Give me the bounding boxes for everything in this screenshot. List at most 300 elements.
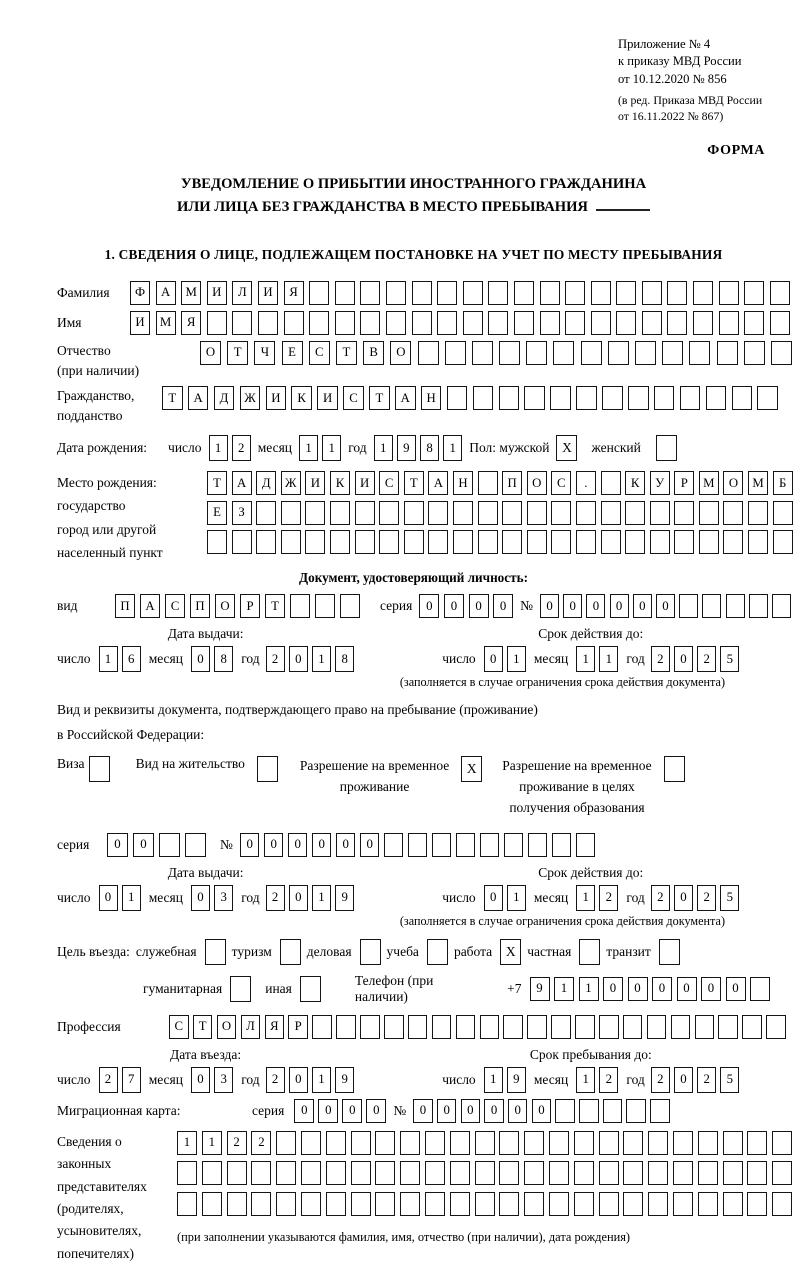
profession-cell[interactable] [527, 1015, 547, 1039]
representatives-cell[interactable] [400, 1161, 420, 1185]
birth-place-cell[interactable] [404, 530, 424, 554]
residence-series-cell[interactable]: 0 [133, 833, 154, 857]
profession-cell[interactable] [551, 1015, 571, 1039]
doc-number-cell[interactable]: 0 [610, 594, 629, 618]
representatives-cell[interactable] [400, 1192, 420, 1216]
birth-place-cell[interactable]: А [232, 471, 252, 495]
doc-number-cell[interactable] [772, 594, 791, 618]
birth-place-cell[interactable] [379, 501, 399, 525]
representatives-cell[interactable] [499, 1131, 519, 1155]
surname-cell[interactable] [770, 281, 790, 305]
entry-year-cell[interactable]: 1 [312, 1067, 331, 1093]
given-name-cell[interactable] [207, 311, 227, 335]
purpose-humanitarian-checkbox[interactable] [230, 976, 251, 1002]
profession-cell[interactable] [384, 1015, 404, 1039]
expiry-month-cell[interactable]: 1 [576, 885, 595, 911]
birth-place-cell[interactable] [379, 530, 399, 554]
migration-number-cell[interactable] [555, 1099, 575, 1123]
birth-place-cell[interactable] [355, 530, 375, 554]
residence-number-cell[interactable]: 0 [288, 833, 308, 857]
surname-cell[interactable]: И [207, 281, 227, 305]
migration-number-cell[interactable] [603, 1099, 623, 1123]
patronymic-cell[interactable] [635, 341, 656, 365]
phone-digit-cell[interactable]: 9 [530, 977, 550, 1001]
birth-place-cell[interactable] [428, 530, 448, 554]
surname-cell[interactable]: А [156, 281, 176, 305]
given-name-cell[interactable] [488, 311, 508, 335]
stay-day-cell[interactable]: 1 [484, 1067, 503, 1093]
migration-number-cell[interactable]: 0 [437, 1099, 457, 1123]
patronymic-cell[interactable] [445, 341, 466, 365]
birth-place-cell[interactable] [551, 501, 571, 525]
birth-place-cell[interactable] [478, 501, 498, 525]
issue-year-cell[interactable]: 2 [266, 646, 285, 672]
migration-number-cell[interactable]: 0 [508, 1099, 528, 1123]
surname-cell[interactable] [642, 281, 662, 305]
patronymic-cell[interactable]: С [309, 341, 330, 365]
patronymic-cell[interactable]: Е [282, 341, 303, 365]
doc-number-cell[interactable] [749, 594, 768, 618]
purpose-business-checkbox[interactable] [360, 939, 381, 965]
issue-day-cell[interactable]: 6 [122, 646, 141, 672]
entry-day-cell[interactable]: 2 [99, 1067, 118, 1093]
representatives-cell[interactable] [177, 1161, 197, 1185]
residence-number-cell[interactable]: 0 [336, 833, 356, 857]
purpose-tourism-checkbox[interactable] [280, 939, 301, 965]
expiry-year-cell[interactable]: 2 [651, 885, 670, 911]
expiry-month-cell[interactable]: 1 [576, 646, 595, 672]
representatives-cell[interactable] [202, 1192, 222, 1216]
citizenship-cell[interactable]: А [188, 386, 209, 410]
migration-number-cell[interactable]: 0 [484, 1099, 504, 1123]
profession-cell[interactable]: Л [241, 1015, 261, 1039]
given-name-cell[interactable] [335, 311, 355, 335]
purpose-private-checkbox[interactable] [579, 939, 600, 965]
representatives-cell[interactable] [549, 1192, 569, 1216]
profession-cell[interactable] [599, 1015, 619, 1039]
given-name-cell[interactable] [437, 311, 457, 335]
residence-number-cell[interactable] [552, 833, 572, 857]
doc-series-cell[interactable]: 0 [469, 594, 489, 618]
representatives-cell[interactable] [475, 1192, 495, 1216]
birth-place-cell[interactable] [773, 530, 793, 554]
representatives-cell[interactable] [276, 1192, 296, 1216]
issue-day-cell[interactable]: 0 [99, 885, 118, 911]
citizenship-cell[interactable] [757, 386, 778, 410]
birth-year-cell[interactable]: 9 [397, 435, 416, 461]
patronymic-cell[interactable] [717, 341, 738, 365]
stay-year-cell[interactable]: 2 [697, 1067, 716, 1093]
stay-month-cell[interactable]: 1 [576, 1067, 595, 1093]
representatives-cell[interactable] [400, 1131, 420, 1155]
representatives-cell[interactable] [623, 1161, 643, 1185]
birth-place-cell[interactable]: К [625, 471, 645, 495]
birth-place-cell[interactable] [650, 530, 670, 554]
representatives-cell[interactable] [375, 1161, 395, 1185]
residence-series-cell[interactable] [159, 833, 180, 857]
citizenship-cell[interactable] [524, 386, 545, 410]
representatives-cell[interactable]: 1 [202, 1131, 222, 1155]
profession-cell[interactable] [647, 1015, 667, 1039]
surname-cell[interactable] [437, 281, 457, 305]
patronymic-cell[interactable] [689, 341, 710, 365]
representatives-cell[interactable] [599, 1131, 619, 1155]
representatives-cell[interactable] [673, 1192, 693, 1216]
citizenship-cell[interactable] [654, 386, 675, 410]
given-name-cell[interactable] [232, 311, 252, 335]
migration-series-cell[interactable]: 0 [318, 1099, 338, 1123]
given-name-cell[interactable] [412, 311, 432, 335]
citizenship-cell[interactable] [576, 386, 597, 410]
representatives-cell[interactable] [450, 1192, 470, 1216]
phone-digit-cell[interactable]: 0 [603, 977, 623, 1001]
birth-place-cell[interactable] [305, 501, 325, 525]
doc-series-cell[interactable]: 0 [444, 594, 464, 618]
birth-place-cell[interactable]: М [748, 471, 768, 495]
representatives-cell[interactable] [301, 1192, 321, 1216]
phone-digit-cell[interactable]: 1 [554, 977, 574, 1001]
issue-year-cell[interactable]: 9 [335, 885, 354, 911]
citizenship-cell[interactable] [732, 386, 753, 410]
patronymic-cell[interactable] [499, 341, 520, 365]
birth-year-cell[interactable]: 1 [443, 435, 462, 461]
doc-kind-cell[interactable]: Т [265, 594, 285, 618]
representatives-cell[interactable] [599, 1161, 619, 1185]
profession-cell[interactable]: Я [265, 1015, 285, 1039]
representatives-cell[interactable] [351, 1192, 371, 1216]
given-name-cell[interactable]: М [156, 311, 176, 335]
doc-series-cell[interactable]: 0 [493, 594, 513, 618]
residence-number-cell[interactable]: 0 [312, 833, 332, 857]
phone-digit-cell[interactable]: 0 [628, 977, 648, 1001]
given-name-cell[interactable] [719, 311, 739, 335]
given-name-cell[interactable] [693, 311, 713, 335]
representatives-cell[interactable] [723, 1192, 743, 1216]
birth-place-cell[interactable]: И [305, 471, 325, 495]
citizenship-cell[interactable]: А [395, 386, 416, 410]
doc-kind-cell[interactable]: А [140, 594, 160, 618]
phone-digit-cell[interactable]: 0 [726, 977, 746, 1001]
profession-cell[interactable] [360, 1015, 380, 1039]
birth-place-cell[interactable] [330, 530, 350, 554]
representatives-cell[interactable] [524, 1131, 544, 1155]
representatives-cell[interactable] [747, 1161, 767, 1185]
stay-year-cell[interactable]: 0 [674, 1067, 693, 1093]
given-name-cell[interactable] [284, 311, 304, 335]
birth-place-cell[interactable] [453, 530, 473, 554]
citizenship-cell[interactable] [550, 386, 571, 410]
given-name-cell[interactable]: И [130, 311, 150, 335]
citizenship-cell[interactable] [680, 386, 701, 410]
birth-place-cell[interactable]: Б [773, 471, 793, 495]
representatives-cell[interactable] [549, 1161, 569, 1185]
representatives-cell[interactable] [177, 1192, 197, 1216]
doc-kind-cell[interactable]: О [215, 594, 235, 618]
representatives-cell[interactable] [723, 1161, 743, 1185]
migration-number-cell[interactable]: 0 [461, 1099, 481, 1123]
migration-number-cell[interactable]: 0 [532, 1099, 552, 1123]
birth-place-cell[interactable]: А [428, 471, 448, 495]
birth-place-cell[interactable] [551, 530, 571, 554]
patronymic-cell[interactable] [418, 341, 439, 365]
stay-day-cell[interactable]: 9 [507, 1067, 526, 1093]
entry-year-cell[interactable]: 2 [266, 1067, 285, 1093]
citizenship-cell[interactable]: Д [214, 386, 235, 410]
patronymic-cell[interactable] [553, 341, 574, 365]
given-name-cell[interactable] [770, 311, 790, 335]
issue-year-cell[interactable]: 0 [289, 646, 308, 672]
doc-number-cell[interactable]: 0 [540, 594, 559, 618]
surname-cell[interactable]: Л [232, 281, 252, 305]
residence-number-cell[interactable] [480, 833, 500, 857]
issue-year-cell[interactable]: 8 [335, 646, 354, 672]
birth-place-cell[interactable] [748, 530, 768, 554]
given-name-cell[interactable] [386, 311, 406, 335]
birth-place-cell[interactable]: К [330, 471, 350, 495]
profession-cell[interactable] [480, 1015, 500, 1039]
birth-place-cell[interactable]: У [650, 471, 670, 495]
profession-cell[interactable] [456, 1015, 476, 1039]
representatives-cell[interactable] [326, 1131, 346, 1155]
birth-place-cell[interactable] [207, 530, 227, 554]
given-name-cell[interactable] [514, 311, 534, 335]
sex-female-checkbox[interactable] [656, 435, 677, 461]
purpose-official-checkbox[interactable] [205, 939, 226, 965]
birth-place-cell[interactable] [723, 501, 743, 525]
representatives-cell[interactable] [599, 1192, 619, 1216]
residence-number-cell[interactable]: 0 [264, 833, 284, 857]
doc-kind-cell[interactable] [315, 594, 335, 618]
surname-cell[interactable] [719, 281, 739, 305]
residence-number-cell[interactable] [528, 833, 548, 857]
given-name-cell[interactable] [616, 311, 636, 335]
profession-cell[interactable]: С [169, 1015, 189, 1039]
birth-place-cell[interactable]: О [723, 471, 743, 495]
representatives-cell[interactable] [747, 1131, 767, 1155]
representatives-cell[interactable] [648, 1161, 668, 1185]
representatives-cell[interactable] [623, 1131, 643, 1155]
doc-series-cell[interactable]: 0 [419, 594, 439, 618]
representatives-cell[interactable] [475, 1131, 495, 1155]
doc-number-cell[interactable] [702, 594, 721, 618]
residence-number-cell[interactable]: 0 [360, 833, 380, 857]
issue-year-cell[interactable]: 0 [289, 885, 308, 911]
birth-place-cell[interactable] [428, 501, 448, 525]
migration-number-cell[interactable] [650, 1099, 670, 1123]
citizenship-cell[interactable]: И [317, 386, 338, 410]
surname-cell[interactable] [463, 281, 483, 305]
representatives-cell[interactable] [450, 1161, 470, 1185]
birth-place-cell[interactable]: Ж [281, 471, 301, 495]
citizenship-cell[interactable]: И [266, 386, 287, 410]
representatives-cell[interactable] [574, 1131, 594, 1155]
birth-place-cell[interactable] [674, 501, 694, 525]
profession-cell[interactable] [718, 1015, 738, 1039]
representatives-cell[interactable] [698, 1131, 718, 1155]
citizenship-cell[interactable]: Т [162, 386, 183, 410]
expiry-year-cell[interactable]: 0 [674, 885, 693, 911]
surname-cell[interactable] [591, 281, 611, 305]
citizenship-cell[interactable] [447, 386, 468, 410]
expiry-year-cell[interactable]: 5 [720, 885, 739, 911]
stay-year-cell[interactable]: 2 [651, 1067, 670, 1093]
profession-cell[interactable] [336, 1015, 356, 1039]
birth-place-cell[interactable]: П [502, 471, 522, 495]
doc-number-cell[interactable]: 0 [656, 594, 675, 618]
birth-place-cell[interactable] [502, 501, 522, 525]
surname-cell[interactable]: М [181, 281, 201, 305]
doc-kind-cell[interactable] [340, 594, 360, 618]
given-name-cell[interactable] [642, 311, 662, 335]
doc-kind-cell[interactable]: П [115, 594, 135, 618]
sex-male-checkbox[interactable]: X [556, 435, 577, 461]
birth-year-cell[interactable]: 1 [374, 435, 393, 461]
representatives-cell[interactable] [499, 1161, 519, 1185]
representatives-cell[interactable]: 2 [227, 1131, 247, 1155]
representatives-cell[interactable] [326, 1161, 346, 1185]
doc-kind-cell[interactable]: П [190, 594, 210, 618]
issue-month-cell[interactable]: 8 [214, 646, 233, 672]
patronymic-cell[interactable]: Т [227, 341, 248, 365]
surname-cell[interactable] [386, 281, 406, 305]
expiry-year-cell[interactable]: 2 [697, 646, 716, 672]
surname-cell[interactable] [412, 281, 432, 305]
birth-place-cell[interactable] [305, 530, 325, 554]
birth-place-cell[interactable] [527, 530, 547, 554]
given-name-cell[interactable] [360, 311, 380, 335]
representatives-cell[interactable] [574, 1161, 594, 1185]
expiry-day-cell[interactable]: 0 [484, 885, 503, 911]
issue-year-cell[interactable]: 1 [312, 885, 331, 911]
birth-place-cell[interactable]: Т [207, 471, 227, 495]
migration-number-cell[interactable] [579, 1099, 599, 1123]
birth-place-cell[interactable] [601, 501, 621, 525]
phone-digit-cell[interactable]: 0 [701, 977, 721, 1001]
expiry-day-cell[interactable]: 0 [484, 646, 503, 672]
citizenship-cell[interactable] [706, 386, 727, 410]
profession-cell[interactable]: Т [193, 1015, 213, 1039]
representatives-cell[interactable] [549, 1131, 569, 1155]
citizenship-cell[interactable]: Т [369, 386, 390, 410]
representatives-cell[interactable] [574, 1192, 594, 1216]
migration-series-cell[interactable]: 0 [342, 1099, 362, 1123]
representatives-cell[interactable] [351, 1131, 371, 1155]
purpose-work-checkbox[interactable]: X [500, 939, 521, 965]
birth-place-cell[interactable] [281, 501, 301, 525]
birth-place-cell[interactable]: Т [404, 471, 424, 495]
citizenship-cell[interactable] [499, 386, 520, 410]
birth-day-cell[interactable]: 1 [209, 435, 228, 461]
surname-cell[interactable] [488, 281, 508, 305]
citizenship-cell[interactable] [602, 386, 623, 410]
expiry-month-cell[interactable]: 2 [599, 885, 618, 911]
doc-kind-cell[interactable]: С [165, 594, 185, 618]
patronymic-cell[interactable]: В [363, 341, 384, 365]
representatives-cell[interactable] [276, 1131, 296, 1155]
profession-cell[interactable] [503, 1015, 523, 1039]
expiry-day-cell[interactable]: 1 [507, 646, 526, 672]
issue-year-cell[interactable]: 1 [312, 646, 331, 672]
given-name-cell[interactable] [744, 311, 764, 335]
patronymic-cell[interactable]: О [200, 341, 221, 365]
patronymic-cell[interactable] [744, 341, 765, 365]
residence-number-cell[interactable]: 0 [240, 833, 260, 857]
citizenship-cell[interactable]: К [291, 386, 312, 410]
migration-series-cell[interactable]: 0 [366, 1099, 386, 1123]
doc-number-cell[interactable]: 0 [563, 594, 582, 618]
residence-series-cell[interactable] [185, 833, 206, 857]
entry-month-cell[interactable]: 3 [214, 1067, 233, 1093]
residence-number-cell[interactable] [576, 833, 596, 857]
representatives-cell[interactable] [772, 1192, 792, 1216]
purpose-study-checkbox[interactable] [427, 939, 448, 965]
citizenship-cell[interactable]: Н [421, 386, 442, 410]
surname-cell[interactable] [540, 281, 560, 305]
doc-number-cell[interactable]: 0 [633, 594, 652, 618]
representatives-cell[interactable] [499, 1192, 519, 1216]
phone-digit-cell[interactable] [750, 977, 770, 1001]
expiry-year-cell[interactable]: 2 [651, 646, 670, 672]
representatives-cell[interactable] [375, 1192, 395, 1216]
representatives-cell[interactable]: 1 [177, 1131, 197, 1155]
profession-cell[interactable] [695, 1015, 715, 1039]
profession-cell[interactable]: О [217, 1015, 237, 1039]
given-name-cell[interactable] [540, 311, 560, 335]
birth-place-cell[interactable] [502, 530, 522, 554]
birth-place-cell[interactable]: И [355, 471, 375, 495]
birth-place-cell[interactable] [355, 501, 375, 525]
birth-place-cell[interactable] [625, 530, 645, 554]
purpose-transit-checkbox[interactable] [659, 939, 680, 965]
birth-place-cell[interactable] [330, 501, 350, 525]
residence-number-cell[interactable] [456, 833, 476, 857]
representatives-cell[interactable] [772, 1131, 792, 1155]
birth-place-cell[interactable] [453, 501, 473, 525]
representatives-cell[interactable] [425, 1161, 445, 1185]
phone-digit-cell[interactable]: 0 [677, 977, 697, 1001]
birth-place-cell[interactable]: . [576, 471, 596, 495]
birth-place-cell[interactable]: О [527, 471, 547, 495]
surname-cell[interactable]: Я [284, 281, 304, 305]
birth-place-cell[interactable] [256, 530, 276, 554]
entry-year-cell[interactable]: 9 [335, 1067, 354, 1093]
purpose-other-checkbox[interactable] [300, 976, 321, 1002]
profession-cell[interactable] [575, 1015, 595, 1039]
representatives-cell[interactable] [425, 1192, 445, 1216]
surname-cell[interactable] [514, 281, 534, 305]
birth-place-cell[interactable] [478, 530, 498, 554]
migration-number-cell[interactable]: 0 [413, 1099, 433, 1123]
doc-number-cell[interactable]: 0 [586, 594, 605, 618]
birth-month-cell[interactable]: 1 [322, 435, 341, 461]
citizenship-cell[interactable] [473, 386, 494, 410]
surname-cell[interactable] [335, 281, 355, 305]
representatives-cell[interactable] [648, 1192, 668, 1216]
patronymic-cell[interactable] [662, 341, 683, 365]
representatives-cell[interactable] [375, 1131, 395, 1155]
surname-cell[interactable] [744, 281, 764, 305]
representatives-cell[interactable] [623, 1192, 643, 1216]
representatives-cell[interactable] [648, 1131, 668, 1155]
issue-day-cell[interactable]: 1 [99, 646, 118, 672]
representatives-cell[interactable] [524, 1192, 544, 1216]
issue-month-cell[interactable]: 3 [214, 885, 233, 911]
entry-day-cell[interactable]: 7 [122, 1067, 141, 1093]
issue-month-cell[interactable]: 0 [191, 646, 210, 672]
profession-cell[interactable] [623, 1015, 643, 1039]
profession-cell[interactable] [742, 1015, 762, 1039]
birth-place-cell[interactable]: С [551, 471, 571, 495]
